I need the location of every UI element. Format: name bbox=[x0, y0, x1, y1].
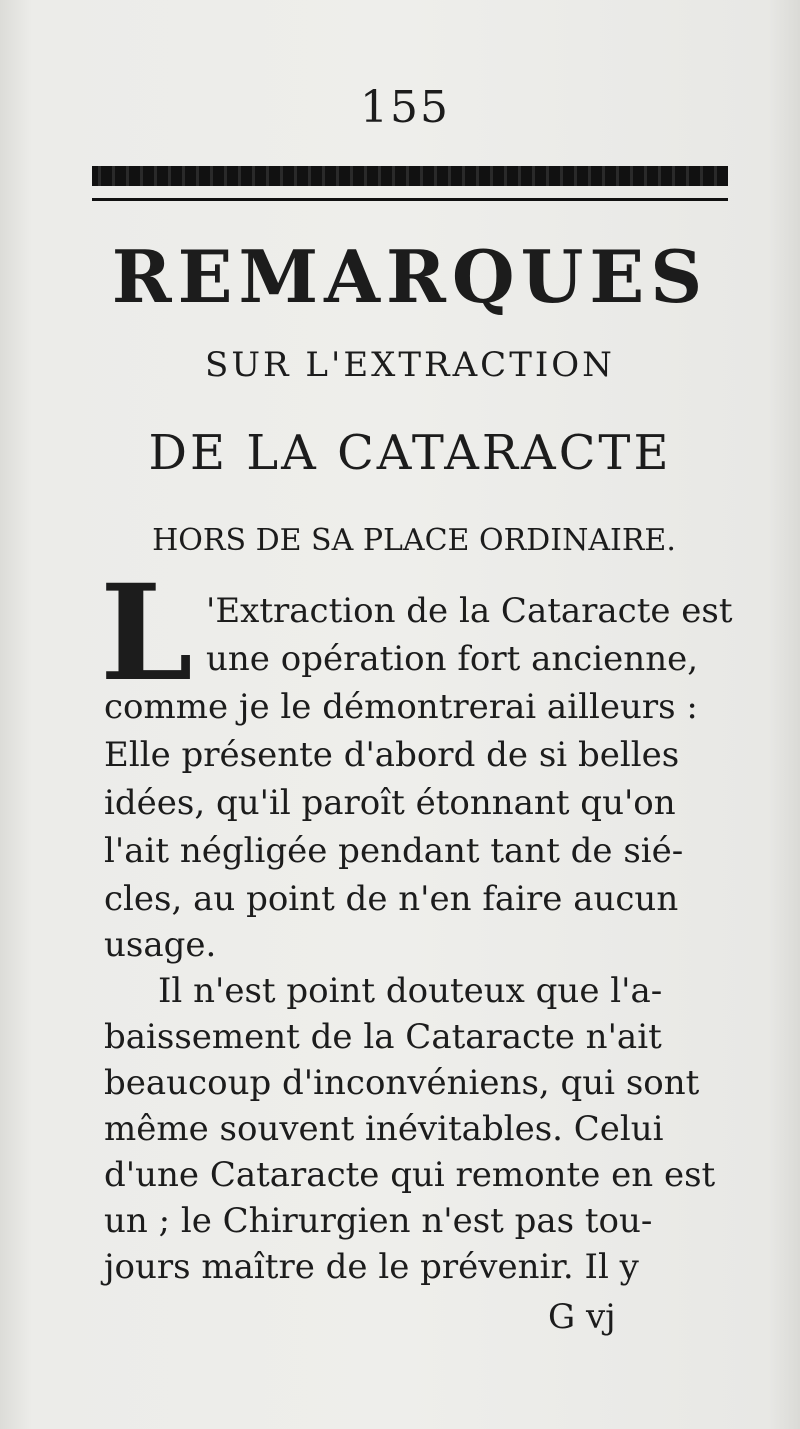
text-line: même souvent inévitables. Celui bbox=[104, 1109, 664, 1149]
ornamental-rule bbox=[92, 166, 728, 186]
text-line: jours maître de le prévenir. Il y bbox=[104, 1247, 639, 1287]
drop-cap: L bbox=[100, 556, 193, 711]
text-line: d'une Cataracte qui remonte en est bbox=[104, 1155, 716, 1195]
signature-mark: G vj bbox=[548, 1297, 616, 1337]
text-line: Elle présente d'abord de si belles bbox=[104, 735, 680, 775]
page-subtitle-large: DE LA CATARACTE bbox=[148, 425, 672, 481]
text-line: idées, qu'il paroît étonnant qu'on bbox=[104, 783, 676, 823]
text-line: baissement de la Cataracte n'ait bbox=[104, 1017, 662, 1057]
page-subtitle-small: HORS DE SA PLACE ORDINAIRE. bbox=[152, 523, 676, 558]
page-subtitle: SUR L'EXTRACTION bbox=[205, 345, 615, 385]
text-line: Il n'est point douteux que l'a- bbox=[158, 971, 663, 1011]
text-line: usage. bbox=[104, 925, 217, 965]
text-line: 'Extraction de la Cataracte est bbox=[206, 591, 733, 631]
text-line: cles, au point de n'en faire aucun bbox=[104, 879, 679, 919]
text-line: beaucoup d'inconvéniens, qui sont bbox=[104, 1063, 700, 1103]
text-line: comme je le démontrerai ailleurs : bbox=[104, 687, 698, 727]
page-number: 155 bbox=[360, 82, 450, 133]
page-title: REMARQUES bbox=[111, 234, 709, 319]
thin-rule bbox=[92, 198, 728, 201]
text-line: un ; le Chirurgien n'est pas tou- bbox=[104, 1201, 653, 1241]
text-line: une opération fort ancienne, bbox=[206, 639, 699, 679]
text-line: l'ait négligée pendant tant de sié- bbox=[104, 831, 684, 871]
